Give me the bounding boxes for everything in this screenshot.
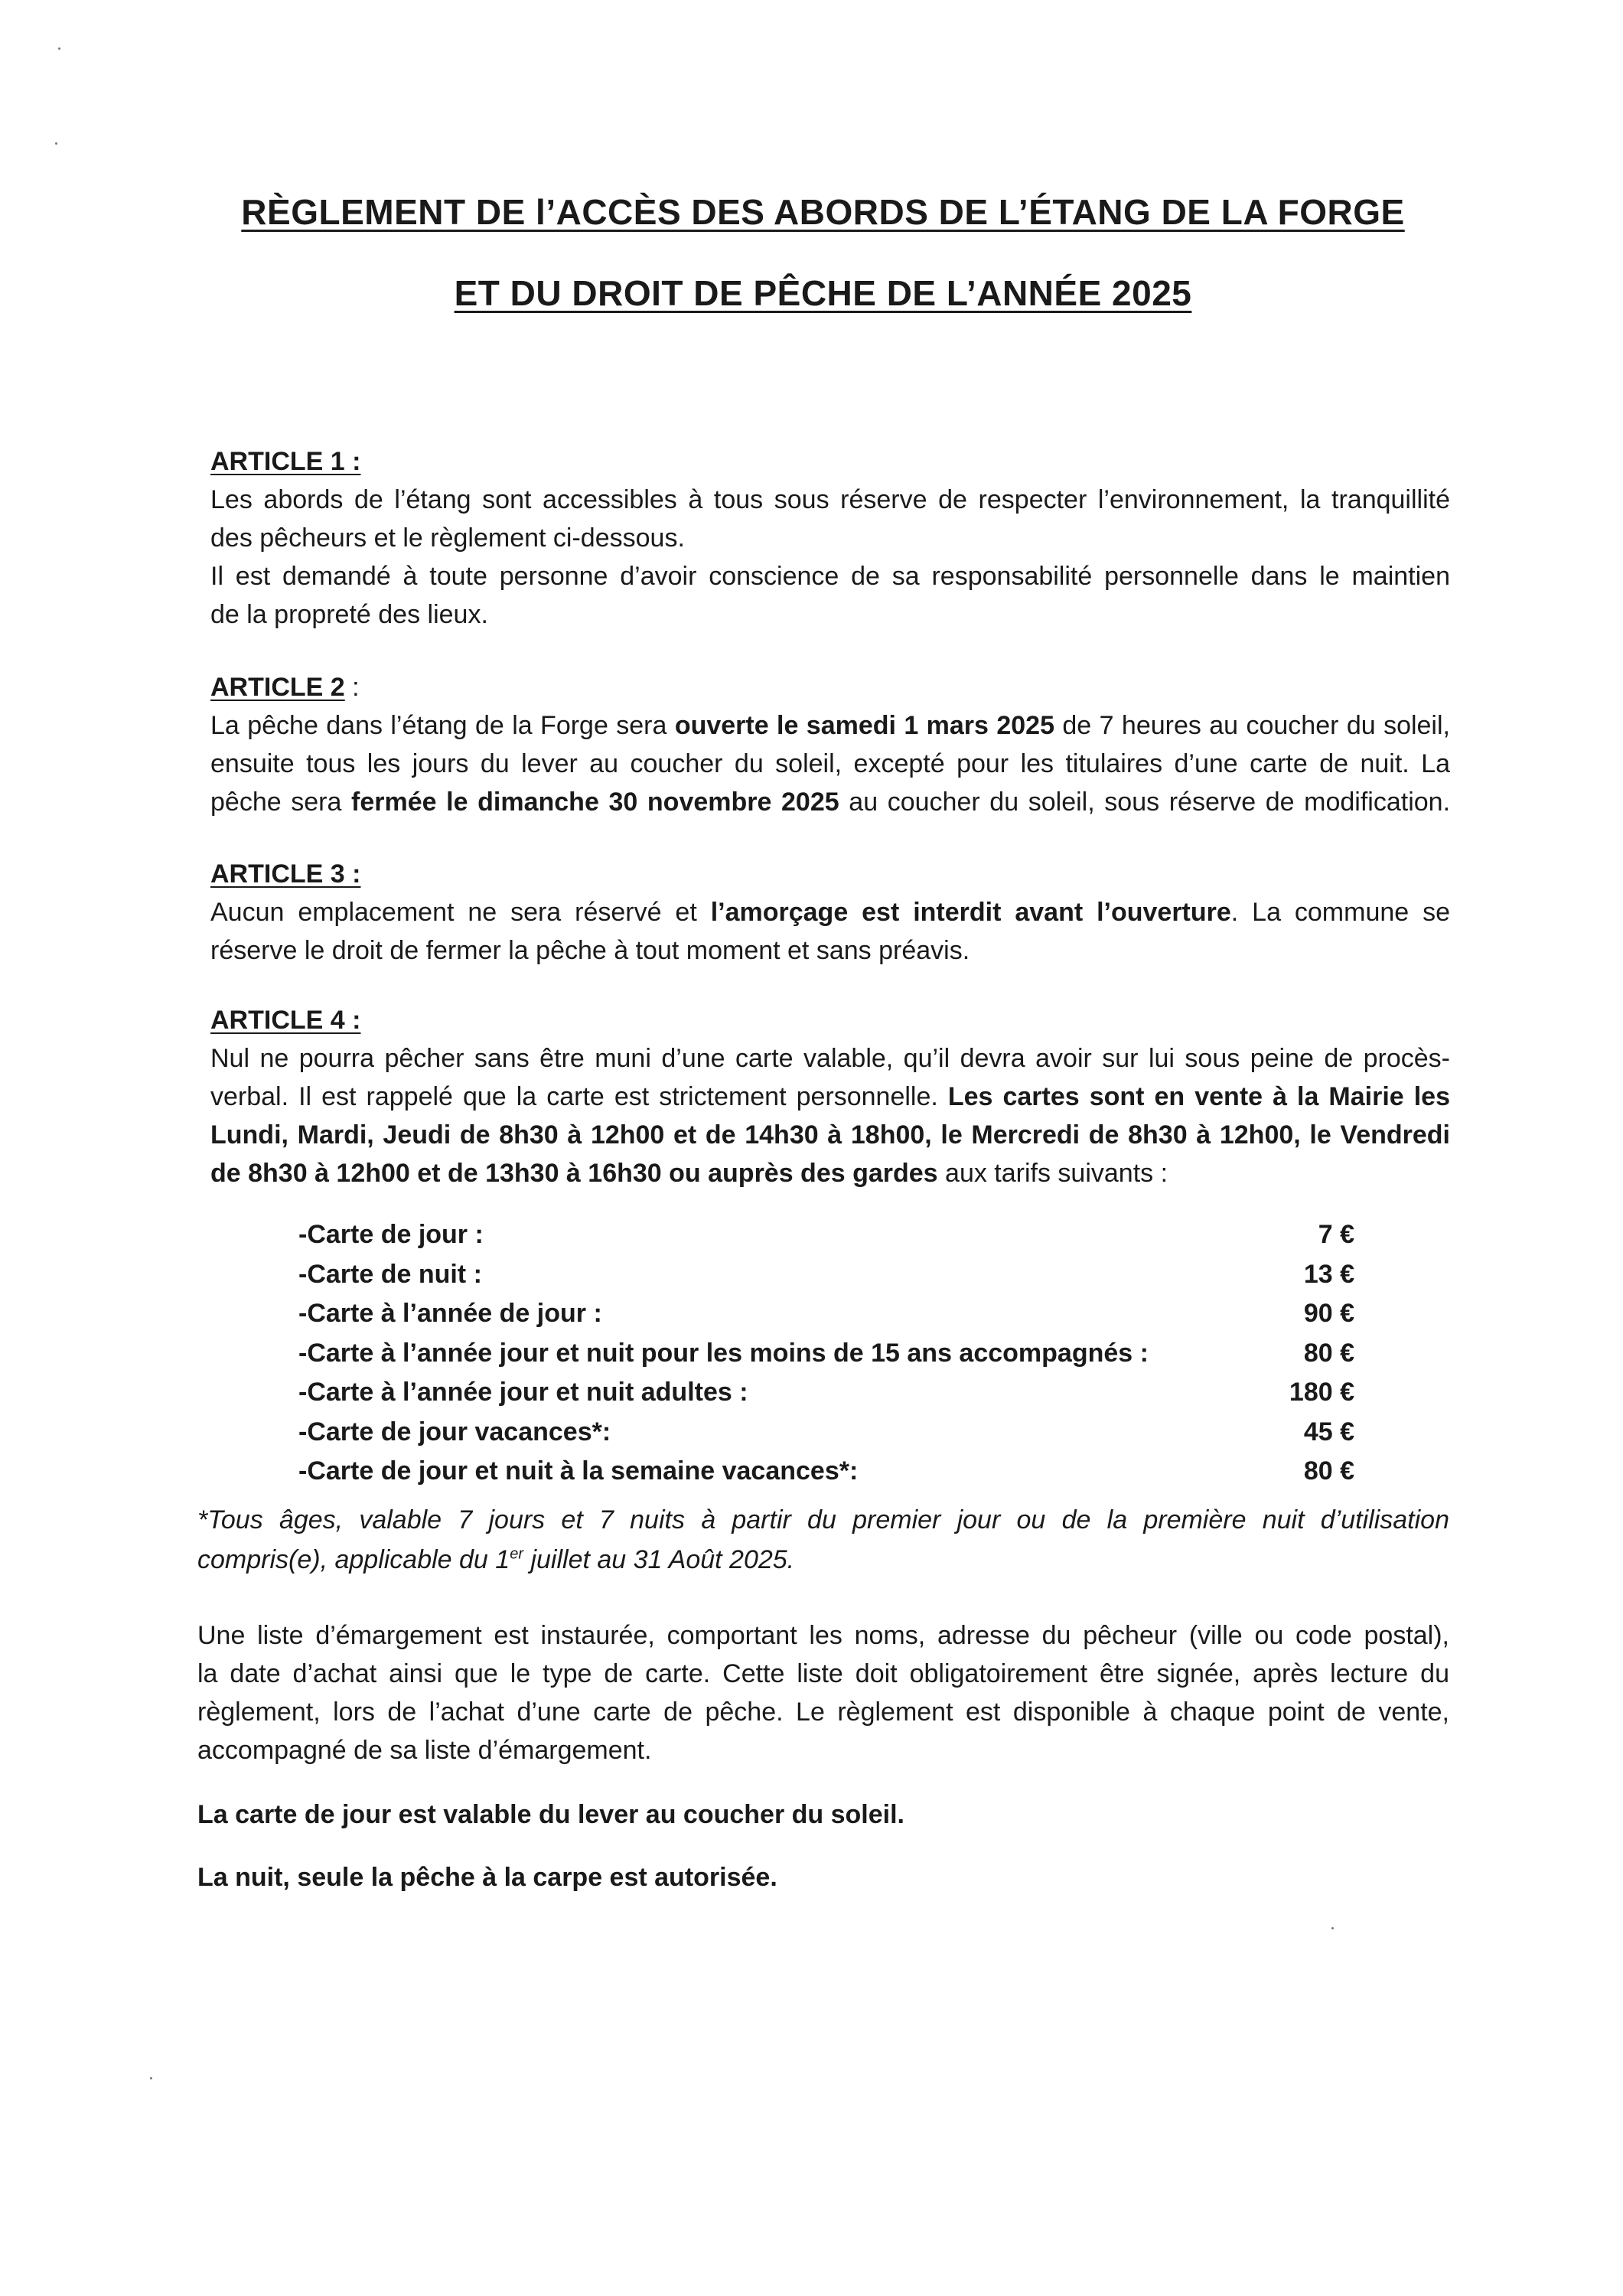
- tariff-label: -Carte de nuit :: [298, 1259, 482, 1289]
- tariff-label: -Carte de jour vacances*:: [298, 1417, 611, 1446]
- tariff-row: [298, 1294, 1354, 1334]
- article-2-heading: ARTICLE 2: [210, 673, 345, 702]
- tariff-price: 7 €: [1318, 1220, 1354, 1249]
- article-2: [210, 668, 1450, 821]
- scan-speck: [1331, 1927, 1334, 1929]
- article-2-heading-colon: :: [344, 673, 360, 702]
- tariff-row: [298, 1334, 1354, 1374]
- emargement-line: accompagné de sa liste d’émargement.: [197, 1736, 652, 1765]
- emargement-line: règlement, lors de l’achat d’une carte de pêche. Le règlement est disponible à chaque point de vente,: [197, 1698, 1449, 1727]
- tariff-price: 180 €: [1289, 1378, 1354, 1407]
- article-1-line: Les abords de l’étang sont accessibles à tous sous réserve de respecter l’environnement, la tranquillité: [210, 485, 1450, 514]
- tariff-label: -Carte à l’année de jour :: [298, 1299, 602, 1328]
- article-4: [210, 1001, 1450, 1192]
- tariff-price: 80 €: [1303, 1456, 1354, 1486]
- tariff-label: -Carte à l’année jour et nuit adultes :: [298, 1378, 748, 1407]
- article-3-body: [210, 893, 1450, 970]
- article-2-line: pêche sera fermée le dimanche 30 novembre 2025 au coucher du soleil, sous réserve de modification.: [210, 788, 1451, 817]
- article-3-line: réserve le droit de fermer la pêche à tout moment et sans préavis.: [210, 936, 970, 965]
- footnote-line: *Tous âges, valable 7 jours et 7 nuits à partir du premier jour ou de la première nuit d’utilisation: [197, 1505, 1449, 1534]
- article-1-body: [210, 481, 1450, 634]
- tariff-price: 90 €: [1303, 1299, 1354, 1328]
- day-card-note: La carte de jour est valable du lever au coucher du soleil.: [197, 1800, 904, 1829]
- tariff-row: [298, 1373, 1354, 1413]
- article-2-heading-row: [210, 668, 1450, 706]
- article-2-line: ensuite tous les jours du lever au coucher du soleil, excepté pour les titulaires d’une carte de nuit. La: [210, 749, 1450, 778]
- article-4-line: de 8h30 à 12h00 et de 13h30 à 16h30 ou auprès des gardes aux tarifs suivants :: [210, 1159, 1168, 1188]
- article-4-line: [210, 1116, 1450, 1154]
- article-1-line: Il est demandé à toute personne d’avoir conscience de sa responsabilité personnelle dans le maintien: [210, 562, 1450, 591]
- article-3-heading: ARTICLE 3 :: [210, 859, 361, 889]
- article-4-line: verbal. Il est rappelé que la carte est strictement personnelle. Les cartes sont en vente à la Mairie les: [210, 1082, 1451, 1111]
- tariff-price: 13 €: [1303, 1259, 1354, 1289]
- article-4-heading: ARTICLE 4 :: [210, 1006, 361, 1035]
- scan-speck: [55, 142, 57, 145]
- article-2-body: [210, 706, 1450, 821]
- tariff-label: -Carte de jour et nuit à la semaine vacances*:: [298, 1456, 859, 1486]
- opening-date: ouverte le samedi 1 mars 2025: [674, 711, 1054, 740]
- vacation-footnote: [197, 1500, 1449, 1580]
- article-3-line: Aucun emplacement ne sera réservé et l’amorçage est interdit avant l’ouverture. La commune se: [210, 898, 1451, 927]
- article-2-line: La pêche dans l’étang de la Forge sera ouverte le samedi 1 mars 2025 de 7 heures au coucher du soleil,: [210, 711, 1450, 740]
- scan-speck: [150, 2077, 152, 2079]
- tariff-label: -Carte de jour :: [298, 1220, 484, 1249]
- article-4-body: [210, 1039, 1450, 1192]
- tariff-row: [298, 1413, 1354, 1453]
- article-4-line: Nul ne pourra pêcher sans être muni d’une carte valable, qu’il devra avoir sur lui sous peine de procès-: [210, 1044, 1450, 1073]
- emargement-paragraph: [197, 1616, 1449, 1769]
- baiting-ban: l’amorçage est interdit avant l’ouverture: [710, 898, 1231, 927]
- tariff-list: [298, 1215, 1354, 1492]
- tariff-price: 80 €: [1303, 1338, 1354, 1368]
- article-3: [210, 855, 1450, 970]
- night-fishing-note: La nuit, seule la pêche à la carpe est autorisée.: [197, 1863, 777, 1892]
- scan-speck: [58, 47, 60, 50]
- document-title-line-2: ET DU DROIT DE PÊCHE DE L’ANNÉE 2025: [454, 273, 1192, 313]
- footnote-line: compris(e), applicable du 1er juillet au 31 Août 2025.: [197, 1545, 795, 1574]
- tariff-price: 45 €: [1303, 1417, 1354, 1446]
- article-1-line: de la propreté des lieux.: [210, 600, 488, 629]
- tariff-row: [298, 1255, 1354, 1295]
- closing-date: fermée le dimanche 30 novembre 2025: [351, 788, 839, 817]
- tariff-row: [298, 1452, 1354, 1492]
- article-1: [210, 442, 1450, 634]
- document-title-line-1: RÈGLEMENT DE l’ACCÈS DES ABORDS DE L’ÉTANG DE LA FORGE: [241, 192, 1405, 232]
- tariff-label: -Carte à l’année jour et nuit pour les moins de 15 ans accompagnés :: [298, 1338, 1149, 1368]
- article-1-line: des pêcheurs et le règlement ci-dessous.: [210, 523, 685, 553]
- tariff-row: [298, 1215, 1354, 1255]
- opening-hours: Lundi, Mardi, Jeudi de 8h30 à 12h00 et de 14h30 à 18h00, le Mercredi de 8h30 à 12h00, le Vendredi: [210, 1120, 1450, 1150]
- article-1-heading: ARTICLE 1 :: [210, 447, 361, 476]
- emargement-line: Une liste d’émargement est instaurée, comportant les noms, adresse du pêcheur (ville ou code postal),: [197, 1621, 1449, 1650]
- emargement-line: la date d’achat ainsi que le type de carte. Cette liste doit obligatoirement être signée, après lecture du: [197, 1659, 1449, 1688]
